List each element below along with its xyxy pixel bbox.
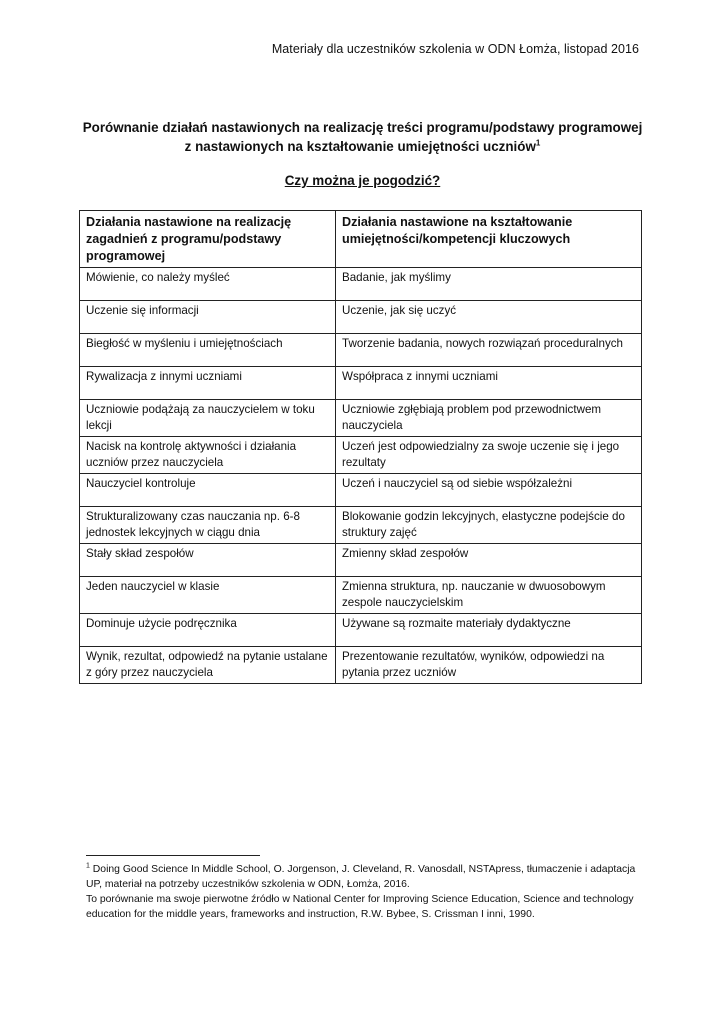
title-line-1: Porównanie działań nastawionych na realizację treści programu/podstawy programowej [82, 120, 643, 135]
footnote-citation [86, 862, 646, 892]
table-header-row [80, 211, 642, 268]
cell-skills-approach: Prezentowanie rezultatów, wyników, odpowiedzi na pytania przez uczniów [336, 647, 642, 684]
table-row [80, 577, 642, 614]
cell-program-approach: Biegłość w myśleniu i umiejętnościach [80, 334, 336, 367]
section-question: Czy można je pogodzić? [284, 173, 441, 188]
cell-skills-approach: Uczeń i nauczyciel są od siebie współzależni [336, 474, 642, 507]
cell-program-approach: Jeden nauczyciel w klasie [80, 577, 336, 614]
title-line-2 [60, 137, 665, 156]
cell-program-approach: Nauczyciel kontroluje [80, 474, 336, 507]
cell-skills-approach: Używane są rozmaite materiały dydaktyczne [336, 614, 642, 647]
cell-skills-approach: Zmienna struktura, np. nauczanie w dwuosobowym zespole nauczycielskim [336, 577, 642, 614]
table-row [80, 437, 642, 474]
cell-program-approach: Uczenie się informacji [80, 301, 336, 334]
cell-program-approach: Uczniowie podążają za nauczycielem w toku lekcji [80, 400, 336, 437]
table-row [80, 474, 642, 507]
cell-skills-approach: Uczenie, jak się uczyć [336, 301, 642, 334]
table-body [80, 268, 642, 684]
footnote-marker: 1 [86, 862, 90, 870]
footnote [86, 862, 646, 922]
cell-program-approach: Strukturalizowany czas nauczania np. 6-8 jednostek lekcyjnych w ciągu dnia [80, 507, 336, 544]
footnote-reference[interactable]: 1 [535, 138, 541, 148]
cell-program-approach: Dominuje użycie podręcznika [80, 614, 336, 647]
column-header-program: Działania nastawione na realizację zagadnień z programu/podstawy programowej [80, 211, 336, 268]
table-row [80, 400, 642, 437]
cell-skills-approach: Współpraca z innymi uczniami [336, 367, 642, 400]
comparison-table [79, 210, 642, 684]
cell-program-approach: Nacisk na kontrolę aktywności i działania uczniów przez nauczyciela [80, 437, 336, 474]
table-row [80, 268, 642, 301]
page-header: Materiały dla uczestników szkolenia w ODN Łomża, listopad 2016 [271, 42, 639, 56]
document-title [60, 118, 665, 156]
table-row [80, 614, 642, 647]
cell-skills-approach: Zmienny skład zespołów [336, 544, 642, 577]
table-row [80, 647, 642, 684]
table-row [80, 334, 642, 367]
table-row [80, 544, 642, 577]
cell-program-approach: Wynik, rezultat, odpowiedź na pytanie ustalane z góry przez nauczyciela [80, 647, 336, 684]
cell-skills-approach: Tworzenie badania, nowych rozwiązań proceduralnych [336, 334, 642, 367]
cell-skills-approach: Uczniowie zgłębiają problem pod przewodnictwem nauczyciela [336, 400, 642, 437]
cell-program-approach: Rywalizacja z innymi uczniami [80, 367, 336, 400]
footnote-separator [86, 855, 260, 856]
cell-program-approach: Mówienie, co należy myśleć [80, 268, 336, 301]
column-header-skills: Działania nastawione na kształtowanie umiejętności/kompetencji kluczowych [336, 211, 642, 268]
cell-skills-approach: Uczeń jest odpowiedzialny za swoje uczenie się i jego rezultaty [336, 437, 642, 474]
table-row [80, 367, 642, 400]
cell-skills-approach: Badanie, jak myślimy [336, 268, 642, 301]
table-row [80, 301, 642, 334]
footnote-source: To porównanie ma swoje pierwotne źródło w National Center for Improving Science Education, Science and technology education for the middle years, frameworks and instruction, R.W. Bybee, S. Crissman I inni, 1990. [86, 894, 634, 920]
cell-skills-approach: Blokowanie godzin lekcyjnych, elastyczne podejście do struktury zajęć [336, 507, 642, 544]
title-line-2-text: z nastawionych na kształtowanie umiejętności uczniów [184, 139, 536, 154]
cell-program-approach: Stały skład zespołów [80, 544, 336, 577]
table-row [80, 507, 642, 544]
footnote-citation-text: Doing Good Science In Middle School, O. Jorgenson, J. Cleveland, R. Vanosdall, NSTApress, tłumaczenie i adaptacja UP, materiał na potrzeby uczestników szkolenia w ODN, Łomża, 2016. [86, 864, 636, 890]
